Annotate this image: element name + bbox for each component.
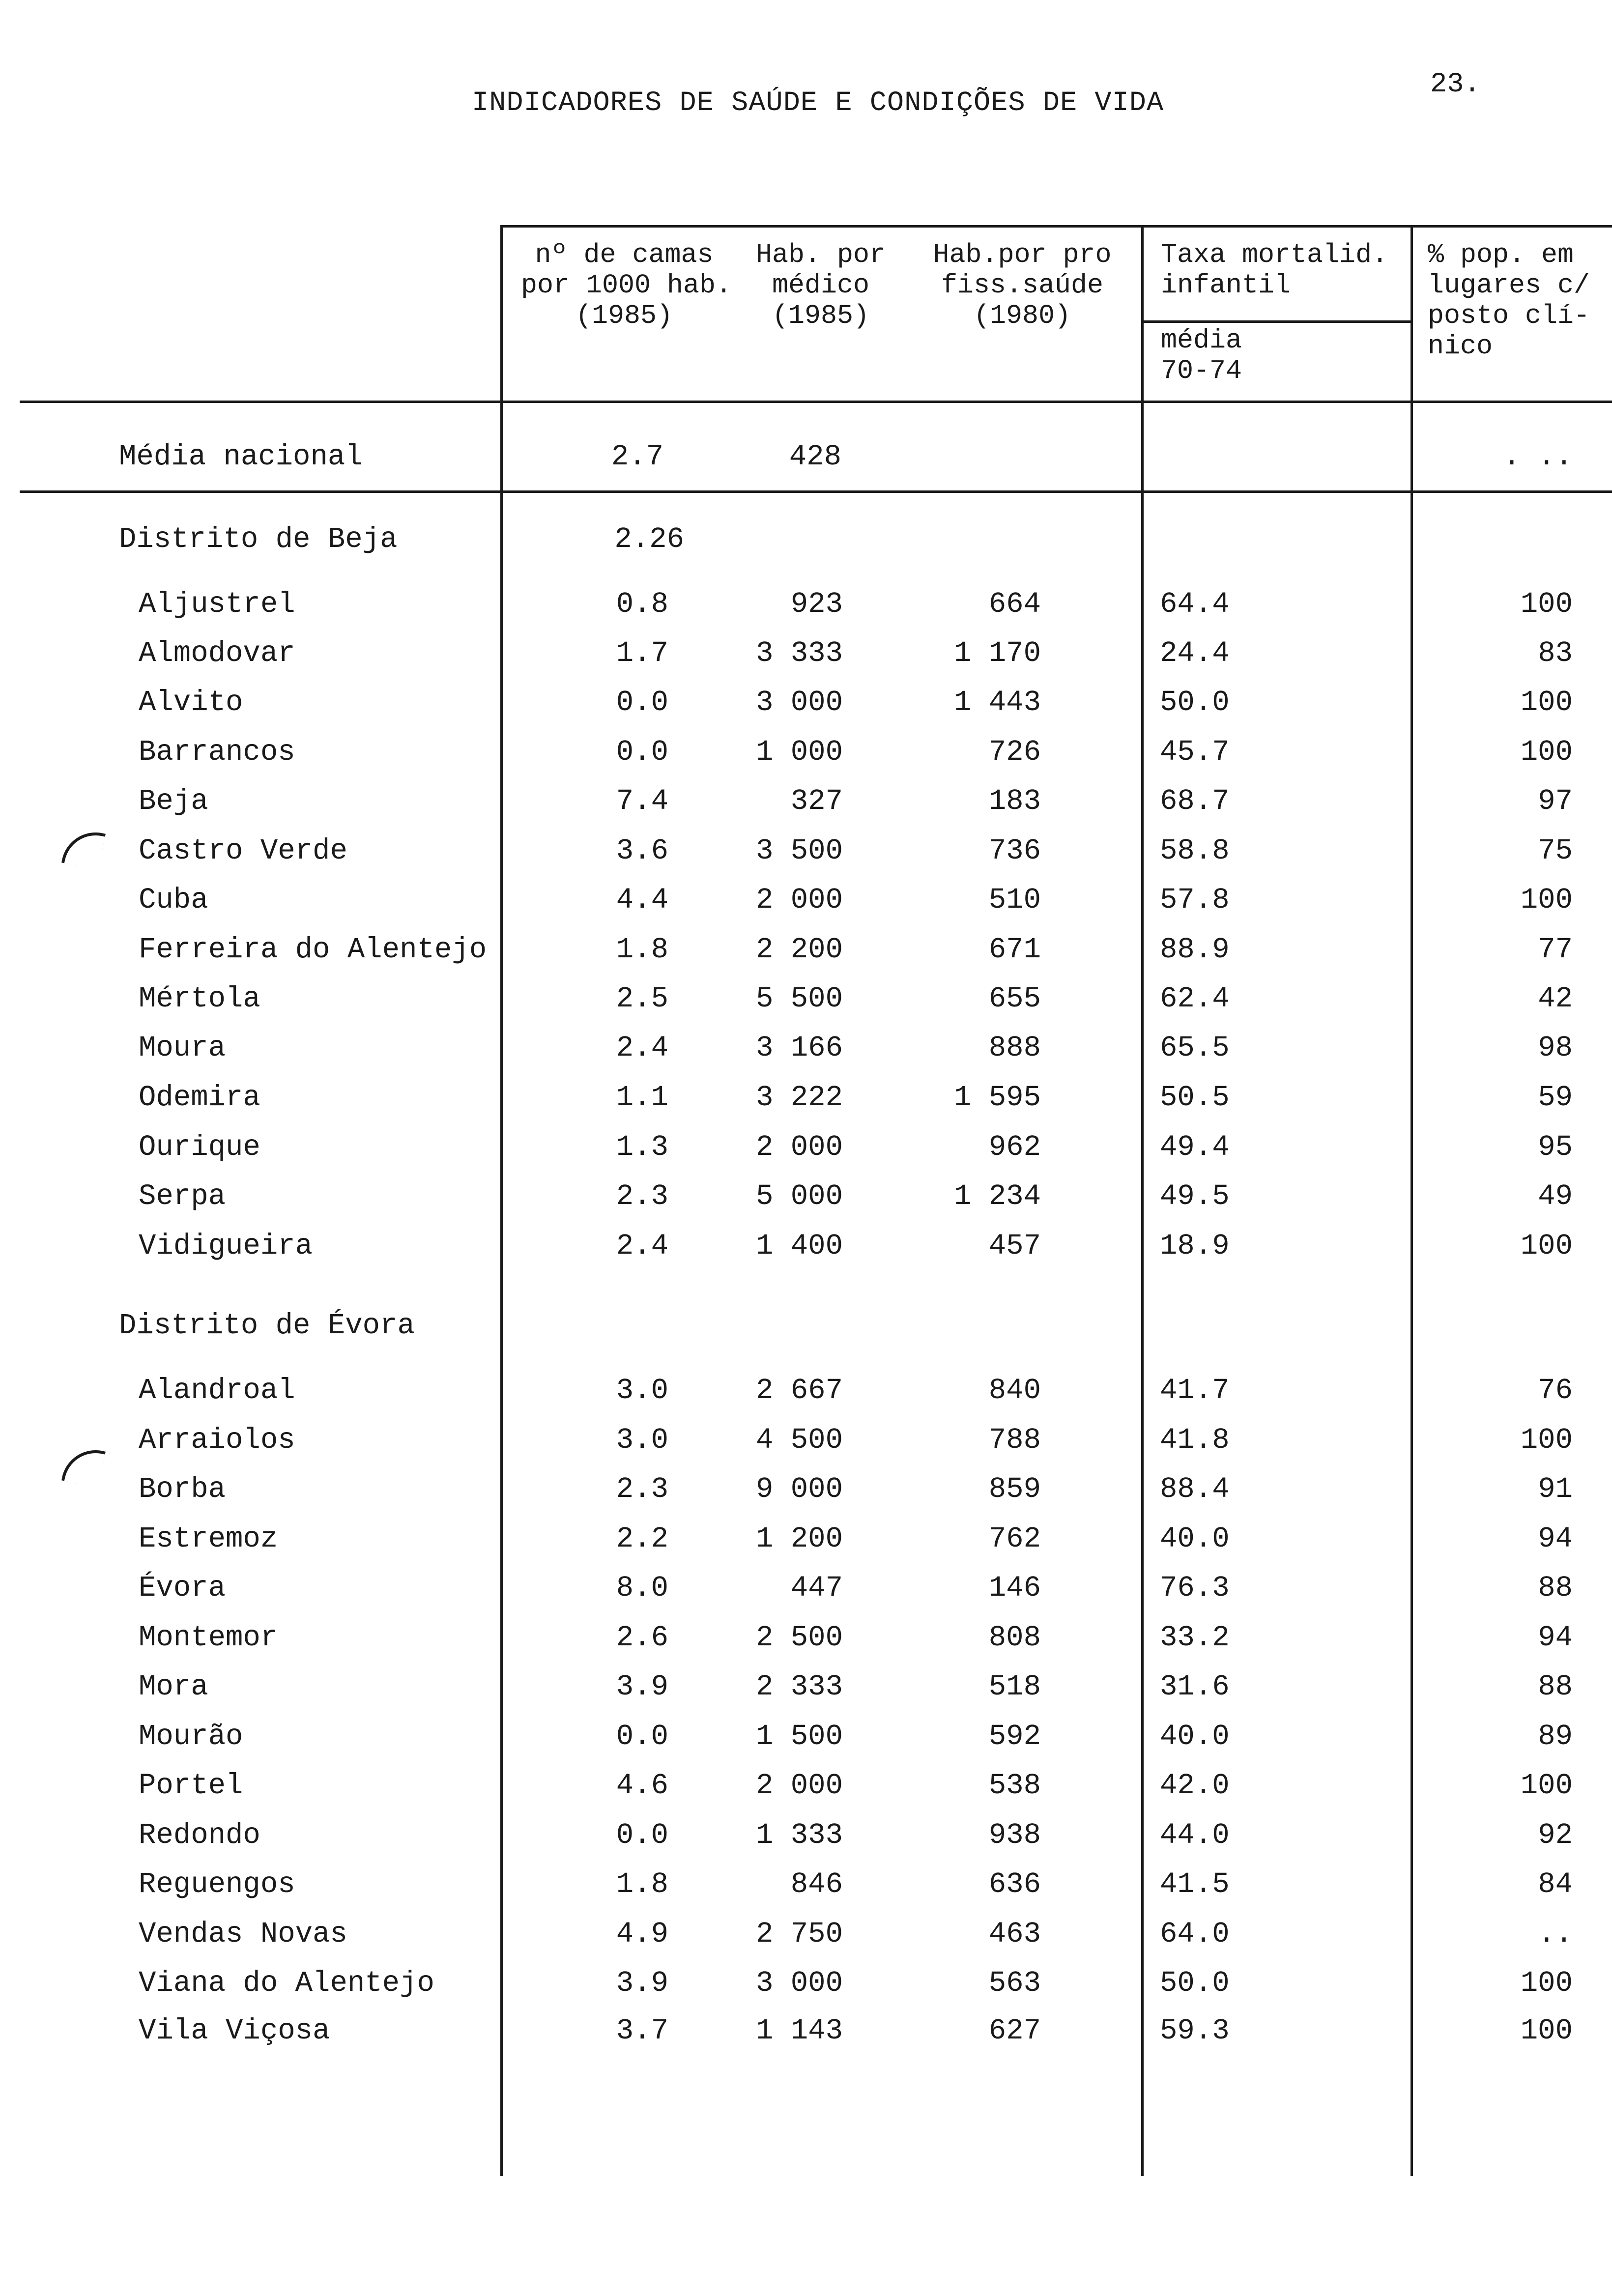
cell-hab-prof: 736 <box>988 834 1041 867</box>
cell-pop: 88 <box>1538 1670 1573 1703</box>
cell-taxa: 50.0 <box>1160 686 1230 719</box>
cell-taxa: 44.0 <box>1160 1819 1230 1852</box>
margin-mark <box>61 826 106 870</box>
cell-pop: 94 <box>1538 1522 1573 1555</box>
cell-beds: 1.8 <box>616 933 668 966</box>
cell-beds: 3.0 <box>616 1424 668 1457</box>
row-label: Mértola <box>139 982 260 1015</box>
cell-beds: 3.9 <box>616 1967 668 2000</box>
cell-pop: 89 <box>1538 1720 1573 1753</box>
cell-hab-medico: 2 750 <box>755 1918 843 1951</box>
cell-taxa: 64.4 <box>1160 588 1230 621</box>
row-label: Distrito de Évora <box>119 1309 415 1342</box>
cell-taxa: 65.5 <box>1160 1032 1230 1064</box>
cell-pop: 100 <box>1520 2014 1573 2047</box>
cell-hab-prof: 664 <box>988 588 1041 621</box>
header-taxa-line2: infantil <box>1161 270 1291 301</box>
cell-taxa: 50.5 <box>1160 1081 1230 1114</box>
cell-hab-medico: 5 500 <box>755 982 843 1015</box>
cell-beds: 1.1 <box>616 1081 668 1114</box>
cell-hab-medico: 5 000 <box>755 1180 843 1213</box>
cell-hab-prof: 146 <box>988 1572 1041 1605</box>
cell-hab-medico: 428 <box>789 440 841 473</box>
cell-hab-prof: 563 <box>988 1967 1041 2000</box>
cell-beds: 2.7 <box>611 440 663 473</box>
cell-taxa: 50.0 <box>1160 1967 1230 2000</box>
header-hab-prof <box>924 240 1121 331</box>
cell-taxa: 45.7 <box>1160 736 1230 769</box>
cell-hab-medico: 3 000 <box>755 686 843 719</box>
cell-beds: 2.3 <box>616 1473 668 1506</box>
cell-pop: 100 <box>1520 686 1573 719</box>
cell-hab-prof: 627 <box>988 2014 1041 2047</box>
cell-pop: 76 <box>1538 1374 1573 1407</box>
cell-taxa: 49.5 <box>1160 1180 1230 1213</box>
cell-hab-medico: 846 <box>790 1868 843 1901</box>
cell-hab-prof: 888 <box>988 1032 1041 1064</box>
cell-hab-prof: 1 443 <box>953 686 1041 719</box>
cell-hab-prof: 788 <box>988 1424 1041 1457</box>
cell-hab-medico: 327 <box>790 785 843 818</box>
cell-hab-prof: 726 <box>988 736 1041 769</box>
cell-hab-medico: 3 500 <box>755 834 843 867</box>
cell-hab-medico: 1 400 <box>755 1230 843 1263</box>
row-label: Borba <box>139 1473 226 1506</box>
header-pop <box>1428 240 1590 362</box>
cell-hab-prof: 510 <box>988 884 1041 917</box>
cell-taxa: 76.3 <box>1160 1572 1230 1605</box>
row-label: Vidigueira <box>139 1230 313 1263</box>
row-label: Viana do Alentejo <box>139 1967 434 2000</box>
cell-taxa: 42.0 <box>1160 1769 1230 1802</box>
cell-hab-prof: 938 <box>988 1819 1041 1852</box>
cell-pop: 59 <box>1538 1081 1573 1114</box>
cell-hab-medico: 2 200 <box>755 933 843 966</box>
cell-hab-prof: 671 <box>988 933 1041 966</box>
cell-pop: 100 <box>1520 588 1573 621</box>
cell-pop: 77 <box>1538 933 1573 966</box>
header-hab-prof-line1: Hab.por pro <box>933 239 1112 270</box>
header-beds-line3: (1985) <box>575 300 673 331</box>
header-bottom-rule <box>20 401 1612 403</box>
header-pop-line4: nico <box>1428 331 1493 362</box>
cell-pop: 42 <box>1538 982 1573 1015</box>
cell-beds: 7.4 <box>616 785 668 818</box>
page-title: INDICADORES DE SAÚDE E CONDIÇÕES DE VIDA <box>472 87 1164 119</box>
cell-hab-medico: 2 000 <box>755 884 843 917</box>
row-label: Alvito <box>139 686 243 719</box>
cell-hab-prof: 762 <box>988 1522 1041 1555</box>
row-label: Portel <box>139 1769 243 1802</box>
cell-beds: 8.0 <box>616 1572 668 1605</box>
cell-taxa: 57.8 <box>1160 884 1230 917</box>
cell-pop: 98 <box>1538 1032 1573 1064</box>
cell-taxa: 24.4 <box>1160 637 1230 670</box>
row-label: Mora <box>139 1670 208 1703</box>
row-label: Vendas Novas <box>139 1918 347 1951</box>
cell-pop: 94 <box>1538 1621 1573 1654</box>
row-label: Barrancos <box>139 736 295 769</box>
cell-hab-medico: 1 333 <box>755 1819 843 1852</box>
cell-hab-medico: 3 166 <box>755 1032 843 1064</box>
cell-hab-prof: 1 595 <box>953 1081 1041 1114</box>
column-divider-1 <box>500 225 503 2176</box>
cell-beds: 2.2 <box>616 1522 668 1555</box>
cell-hab-prof: 1 170 <box>953 637 1041 670</box>
header-top-rule <box>500 225 1612 228</box>
row-label: Serpa <box>139 1180 226 1213</box>
cell-beds: 4.4 <box>616 884 668 917</box>
row-label: Distrito de Beja <box>119 523 398 556</box>
row-label: Évora <box>139 1572 226 1605</box>
cell-pop: .. <box>1538 1918 1573 1951</box>
cell-hab-prof: 859 <box>988 1473 1041 1506</box>
header-hab-medico-line1: Hab. por <box>755 239 886 270</box>
cell-beds: 0.0 <box>616 1720 668 1753</box>
cell-hab-medico: 447 <box>790 1572 843 1605</box>
cell-hab-prof: 962 <box>988 1131 1041 1164</box>
cell-hab-medico: 3 333 <box>755 637 843 670</box>
row-label: Mourão <box>139 1720 243 1753</box>
cell-taxa: 49.4 <box>1160 1131 1230 1164</box>
cell-taxa: 64.0 <box>1160 1918 1230 1951</box>
header-pop-line3: posto clí- <box>1428 300 1590 331</box>
header-hab-medico-line3: (1985) <box>772 300 870 331</box>
taxa-sub-rule <box>1143 320 1413 323</box>
cell-pop: 49 <box>1538 1180 1573 1213</box>
row-label: Ferreira do Alentejo <box>139 933 487 966</box>
cell-hab-prof: 592 <box>988 1720 1041 1753</box>
cell-beds: 3.0 <box>616 1374 668 1407</box>
cell-beds: 3.6 <box>616 834 668 867</box>
cell-taxa: 41.5 <box>1160 1868 1230 1901</box>
cell-beds: 1.7 <box>616 637 668 670</box>
cell-hab-prof: 655 <box>988 982 1041 1015</box>
row-label: Aljustrel <box>139 588 295 621</box>
header-hab-prof-line3: (1980) <box>973 300 1071 331</box>
header-pop-line1: % pop. em <box>1428 239 1574 270</box>
cell-pop: 100 <box>1520 1769 1573 1802</box>
cell-hab-medico: 2 000 <box>755 1769 843 1802</box>
cell-taxa: 41.8 <box>1160 1424 1230 1457</box>
row-label: Odemira <box>139 1081 260 1114</box>
cell-pop: 88 <box>1538 1572 1573 1605</box>
cell-hab-medico: 3 222 <box>755 1081 843 1114</box>
cell-pop: 83 <box>1538 637 1573 670</box>
cell-taxa: 33.2 <box>1160 1621 1230 1654</box>
header-taxa-sub <box>1161 325 1242 386</box>
cell-pop: 84 <box>1538 1868 1573 1901</box>
cell-taxa: 40.0 <box>1160 1522 1230 1555</box>
header-beds-line2: por 1000 hab. <box>521 270 732 301</box>
cell-hab-medico: 2 667 <box>755 1374 843 1407</box>
cell-beds: 2.26 <box>614 523 684 556</box>
cell-hab-medico: 1 143 <box>755 2014 843 2047</box>
cell-hab-prof: 538 <box>988 1769 1041 1802</box>
row-label: Vila Viçosa <box>139 2014 330 2047</box>
cell-pop: . .. <box>1503 440 1573 473</box>
cell-taxa: 88.9 <box>1160 933 1230 966</box>
header-pop-line2: lugares c/ <box>1428 270 1590 301</box>
margin-mark <box>61 1444 106 1488</box>
cell-hab-prof: 636 <box>988 1868 1041 1901</box>
row-label: Montemor <box>139 1621 278 1654</box>
cell-beds: 3.9 <box>616 1670 668 1703</box>
row-label: Almodovar <box>139 637 295 670</box>
cell-beds: 2.4 <box>616 1230 668 1263</box>
cell-taxa: 31.6 <box>1160 1670 1230 1703</box>
page-number: 23. <box>1430 69 1481 100</box>
header-beds-line1: nº de camas <box>535 239 714 270</box>
cell-beds: 1.8 <box>616 1868 668 1901</box>
cell-hab-prof: 457 <box>988 1230 1041 1263</box>
row-label: Estremoz <box>139 1522 278 1555</box>
cell-pop: 100 <box>1520 736 1573 769</box>
cell-pop: 92 <box>1538 1819 1573 1852</box>
cell-beds: 0.0 <box>616 736 668 769</box>
cell-hab-medico: 1 200 <box>755 1522 843 1555</box>
cell-hab-medico: 3 000 <box>755 1967 843 2000</box>
row-label: Castro Verde <box>139 834 347 867</box>
cell-pop: 95 <box>1538 1131 1573 1164</box>
header-hab-prof-line2: fiss.saúde <box>941 270 1104 301</box>
cell-beds: 2.6 <box>616 1621 668 1654</box>
header-taxa-sub-line1: média <box>1161 325 1242 356</box>
cell-pop: 100 <box>1520 1230 1573 1263</box>
cell-beds: 4.6 <box>616 1769 668 1802</box>
cell-taxa: 88.4 <box>1160 1473 1230 1506</box>
cell-beds: 0.0 <box>616 686 668 719</box>
cell-beds: 3.7 <box>616 2014 668 2047</box>
cell-hab-medico: 923 <box>790 588 843 621</box>
cell-hab-medico: 2 000 <box>755 1131 843 1164</box>
header-hab-medico <box>740 240 902 331</box>
row-label: Ourique <box>139 1131 260 1164</box>
cell-hab-medico: 2 500 <box>755 1621 843 1654</box>
cell-beds: 0.0 <box>616 1819 668 1852</box>
cell-hab-medico: 1 500 <box>755 1720 843 1753</box>
cell-hab-prof: 463 <box>988 1918 1041 1951</box>
cell-hab-prof: 183 <box>988 785 1041 818</box>
cell-beds: 2.4 <box>616 1032 668 1064</box>
national-average-rule <box>20 490 1612 493</box>
cell-pop: 100 <box>1520 884 1573 917</box>
cell-beds: 2.3 <box>616 1180 668 1213</box>
column-divider-3 <box>1410 225 1413 2176</box>
cell-hab-medico: 2 333 <box>755 1670 843 1703</box>
cell-taxa: 62.4 <box>1160 982 1230 1015</box>
cell-taxa: 40.0 <box>1160 1720 1230 1753</box>
header-taxa-sub-line2: 70-74 <box>1161 355 1242 386</box>
cell-hab-medico: 1 000 <box>755 736 843 769</box>
cell-pop: 91 <box>1538 1473 1573 1506</box>
row-label: Reguengos <box>139 1868 295 1901</box>
cell-beds: 2.5 <box>616 982 668 1015</box>
row-label: Arraiolos <box>139 1424 295 1457</box>
cell-beds: 4.9 <box>616 1918 668 1951</box>
cell-hab-medico: 9 000 <box>755 1473 843 1506</box>
row-label: Média nacional <box>119 440 363 473</box>
header-taxa-line1: Taxa mortalid. <box>1161 239 1388 270</box>
cell-pop: 75 <box>1538 834 1573 867</box>
cell-pop: 97 <box>1538 785 1573 818</box>
cell-hab-prof: 1 234 <box>953 1180 1041 1213</box>
cell-pop: 100 <box>1520 1424 1573 1457</box>
cell-taxa: 68.7 <box>1160 785 1230 818</box>
header-hab-medico-line2: médico <box>772 270 870 301</box>
cell-taxa: 18.9 <box>1160 1230 1230 1263</box>
cell-pop: 100 <box>1520 1967 1573 2000</box>
cell-beds: 0.8 <box>616 588 668 621</box>
column-divider-2 <box>1141 225 1144 2176</box>
row-label: Cuba <box>139 884 208 917</box>
cell-taxa: 59.3 <box>1160 2014 1230 2047</box>
row-label: Beja <box>139 785 208 818</box>
row-label: Alandroal <box>139 1374 295 1407</box>
cell-beds: 1.3 <box>616 1131 668 1164</box>
cell-hab-prof: 808 <box>988 1621 1041 1654</box>
header-taxa <box>1161 240 1388 301</box>
cell-taxa: 41.7 <box>1160 1374 1230 1407</box>
row-label: Moura <box>139 1032 226 1064</box>
row-label: Redondo <box>139 1819 260 1852</box>
cell-hab-prof: 518 <box>988 1670 1041 1703</box>
cell-hab-prof: 840 <box>988 1374 1041 1407</box>
cell-hab-medico: 4 500 <box>755 1424 843 1457</box>
header-beds <box>521 239 732 331</box>
cell-taxa: 58.8 <box>1160 834 1230 867</box>
